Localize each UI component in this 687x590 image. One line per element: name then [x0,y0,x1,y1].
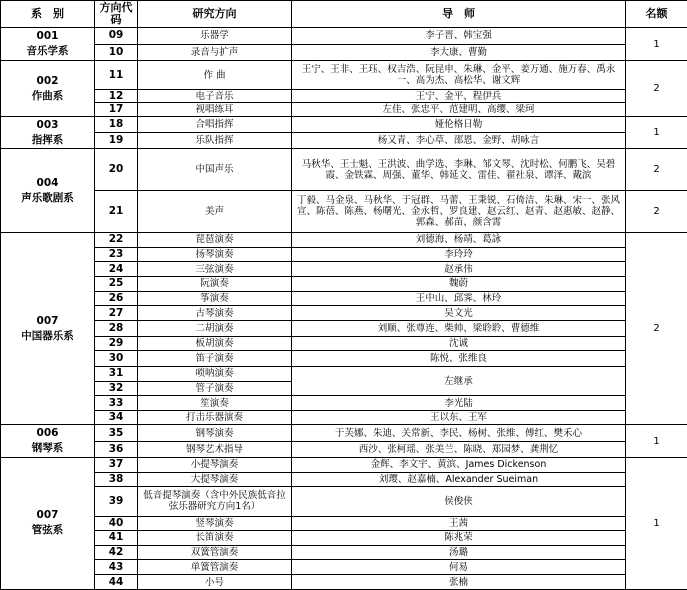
quota-cell: 2 [626,149,687,191]
direction-name: 单簧管演奏 [138,560,292,575]
table-row [1,44,687,61]
direction-name: 乐队指挥 [138,133,292,149]
direction-code: 09 [95,28,138,45]
direction-name: 电子音乐 [138,89,292,103]
direction-name: 合唱指挥 [138,116,292,132]
table-row [1,306,687,321]
direction-code: 21 [95,191,138,233]
supervisor-list: 侯俊侠 [292,487,626,516]
table-row [1,247,687,262]
supervisor-list: 王中山、邱霁、林玲 [292,291,626,306]
supervisor-list: 杨又青、李心草、邵恩、金野、胡咏言 [292,133,626,149]
table-row [1,351,687,367]
table-row [1,516,687,531]
header-code: 方向代码 [95,1,138,28]
supervisor-list: 刘顺、张尊连、柴帅、梁聆聆、曹德维 [292,320,626,336]
dept-cell [1,116,95,148]
dept-code: 004 [36,176,59,189]
direction-code: 41 [95,531,138,546]
table-row [1,531,687,546]
direction-code: 10 [95,44,138,61]
table-row [1,262,687,277]
direction-name: 扬琴演奏 [138,247,292,262]
direction-code: 42 [95,545,138,560]
header-dept: 系 别 [1,1,95,28]
direction-code: 33 [95,396,138,411]
direction-code: 23 [95,247,138,262]
dept-cell [1,457,95,589]
direction-name: 古琴演奏 [138,306,292,321]
dept-name: 管弦系 [31,524,64,537]
dept-code: 002 [36,74,59,87]
table-row [1,276,687,291]
header-quota: 名额 [626,1,687,28]
table-row [1,149,687,191]
dept-cell [1,233,95,425]
direction-code: 30 [95,351,138,367]
supervisor-list: 李玲玲 [292,247,626,262]
dept-name: 音乐学系 [26,45,69,58]
direction-code: 32 [95,381,138,396]
direction-code: 18 [95,116,138,132]
quota-cell: 2 [626,61,687,116]
dept-name: 声乐歌剧系 [21,191,74,204]
dept-code: 003 [36,118,59,131]
dept-code: 001 [36,30,59,43]
direction-name: 长笛演奏 [138,531,292,546]
supervisor-list: 陈兆荣 [292,531,626,546]
supervisor-list: 吴文光 [292,306,626,321]
supervisor-list: 魏蔚 [292,276,626,291]
direction-code: 12 [95,89,138,103]
direction-name: 录音与扩声 [138,44,292,61]
table-row [1,116,687,132]
direction-code: 22 [95,233,138,248]
quota-cell: 1 [626,116,687,148]
table-row [1,89,687,103]
table-row [1,366,687,381]
table-row [1,487,687,516]
direction-code: 19 [95,133,138,149]
dept-code: 007 [36,509,59,522]
direction-name: 作 曲 [138,61,292,89]
direction-code: 38 [95,472,138,487]
direction-code: 34 [95,410,138,425]
direction-code: 43 [95,560,138,575]
table-row [1,457,687,472]
table-row [1,133,687,149]
table-row [1,472,687,487]
table-row [1,191,687,233]
supervisor-list: 张楠 [292,575,626,590]
direction-name: 筝演奏 [138,291,292,306]
direction-code: 44 [95,575,138,590]
supervisor-list: 汤璐 [292,545,626,560]
direction-name: 管子演奏 [138,381,292,396]
supervisor-list: 李光陆 [292,396,626,411]
table-row [1,320,687,336]
direction-name: 打击乐器演奏 [138,410,292,425]
direction-code: 17 [95,103,138,117]
direction-name: 视唱练耳 [138,103,292,117]
table-row [1,291,687,306]
direction-name: 小提琴演奏 [138,457,292,472]
direction-code: 28 [95,320,138,336]
supervisor-list: 王宁、王非、王珏、权吉浩、阮昆申、朱琳、金平、姜万通、施万春、禹永一、高为杰、高松华、谢文辉 [292,61,626,89]
supervisor-list: 娅伦格日勒 [292,116,626,132]
supervisor-list: 王宁、金平、程伊兵 [292,89,626,103]
direction-code: 26 [95,291,138,306]
direction-name: 竖琴演奏 [138,516,292,531]
dept-cell [1,425,95,457]
quota-cell: 2 [626,233,687,425]
direction-code: 20 [95,149,138,191]
table-row [1,425,687,441]
direction-code: 37 [95,457,138,472]
supervisor-list: 丁毅、马金泉、马秋华、于冠群、马蕾、王秉锐、石倚洁、朱琳、宋一、张风宣、陈蓓、陈燕、杨曙光、金永哲、罗良建、赵云红、赵青、赵惠敏、赵静、郭森、郝苗、颜含霄 [292,191,626,233]
direction-name: 小号 [138,575,292,590]
direction-name: 美声 [138,191,292,233]
supervisor-list: 金辉、李文宇、黄滨、James Dickenson [292,457,626,472]
direction-code: 11 [95,61,138,89]
supervisor-list: 沈诚 [292,336,626,351]
header-supervisor: 导 师 [292,1,626,28]
table-row [1,575,687,590]
direction-name: 二胡演奏 [138,320,292,336]
supervisor-list: 陈悦、张维良 [292,351,626,367]
header-row [1,1,687,28]
table-row [1,560,687,575]
dept-name: 指挥系 [31,133,64,146]
dept-name: 作曲系 [31,89,64,102]
dept-cell [1,61,95,116]
supervisor-list: 刘璎、赵嘉楠、Alexander Sueiman [292,472,626,487]
table-row [1,441,687,457]
direction-name: 钢琴艺术指导 [138,441,292,457]
direction-code: 24 [95,262,138,277]
supervisor-list: 何易 [292,560,626,575]
direction-name: 琵琶演奏 [138,233,292,248]
dept-code: 006 [36,427,59,440]
supervisor-list: 左继承 [292,366,626,395]
table-row [1,233,687,248]
dept-cell [1,149,95,233]
direction-name: 三弦演奏 [138,262,292,277]
direction-name: 低音提琴演奏（含中外民族低音拉弦乐器研究方向1名） [138,487,292,516]
direction-name: 唢呐演奏 [138,366,292,381]
dept-name: 钢琴系 [31,442,64,455]
direction-code: 27 [95,306,138,321]
direction-name: 乐器学 [138,28,292,45]
dept-code: 007 [36,314,59,327]
supervisor-list: 李大康、曹勤 [292,44,626,61]
direction-code: 39 [95,487,138,516]
direction-name: 大提琴演奏 [138,472,292,487]
table-row [1,410,687,425]
supervisor-list: 王茜 [292,516,626,531]
supervisor-list: 于芙娜、朱迪、关常新、李民、杨树、张维、傅红、樊禾心 [292,425,626,441]
supervisor-list: 西沙、张柯瑶、张美兰、陈晓、郑园梦、龚荆忆 [292,441,626,457]
direction-code: 29 [95,336,138,351]
direction-code: 25 [95,276,138,291]
supervisor-list: 王以东、王军 [292,410,626,425]
direction-name: 笙演奏 [138,396,292,411]
header-direction: 研究方向 [138,1,292,28]
supervisor-list: 马秋华、王士魁、王洪波、曲学选、李琳、邹文琴、沈时松、何鹏飞、吴碧霞、金铁霖、周强、董华、韩延文、雷佳、翟社泉、谭泽、戴滨 [292,149,626,191]
direction-code: 35 [95,425,138,441]
direction-code: 31 [95,366,138,381]
direction-name: 钢琴演奏 [138,425,292,441]
direction-name: 双簧管演奏 [138,545,292,560]
table-row [1,396,687,411]
direction-name: 中国声乐 [138,149,292,191]
direction-name: 阮演奏 [138,276,292,291]
supervisor-list: 刘德海、杨靖、葛詠 [292,233,626,248]
quota-cell: 2 [626,191,687,233]
table-row [1,336,687,351]
table-row [1,545,687,560]
table-row [1,28,687,45]
supervisor-list: 左佳、张忠平、范建明、高缨、梁珂 [292,103,626,117]
direction-code: 36 [95,441,138,457]
dept-name: 中国器乐系 [21,329,74,342]
supervisor-list: 李子晋、韩宝强 [292,28,626,45]
table-row [1,103,687,117]
table-row [1,61,687,89]
dept-cell [1,28,95,61]
direction-code: 40 [95,516,138,531]
quota-cell: 1 [626,28,687,61]
supervisor-list: 赵承伟 [292,262,626,277]
quota-cell: 1 [626,425,687,457]
direction-name: 笛子演奏 [138,351,292,367]
quota-cell: 1 [626,457,687,589]
direction-name: 板胡演奏 [138,336,292,351]
